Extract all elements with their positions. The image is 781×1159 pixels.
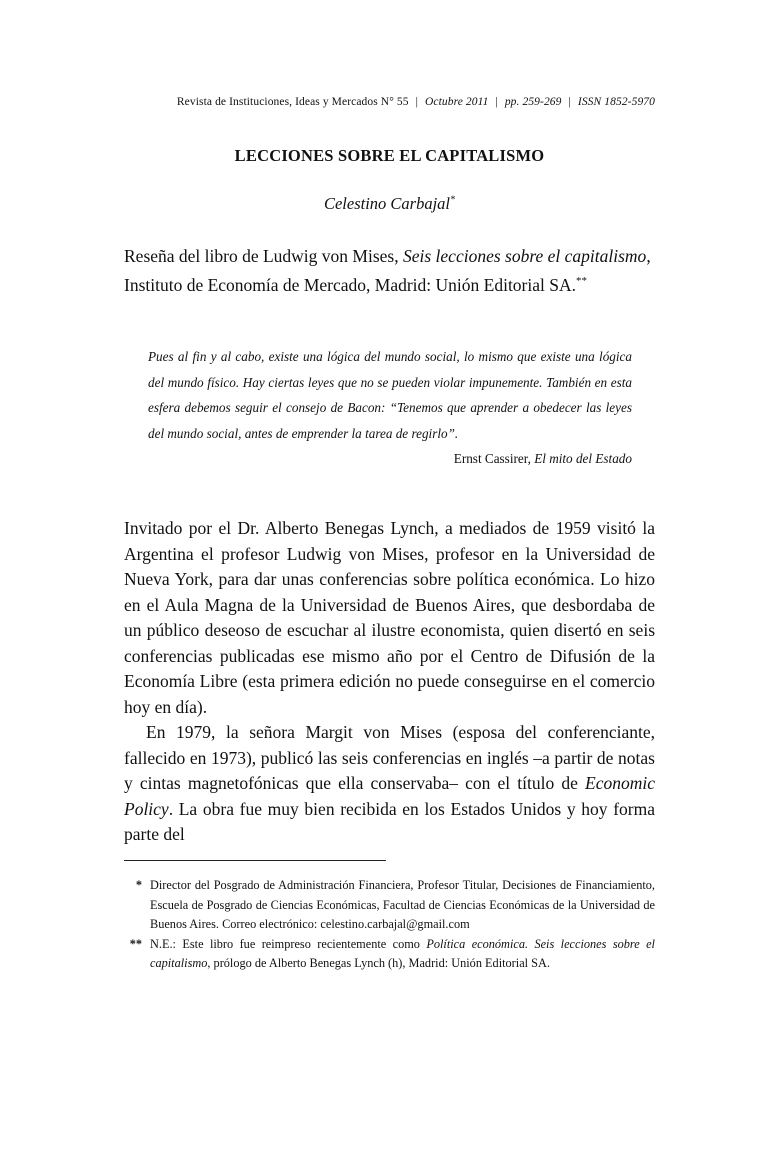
footnote-prefix: N.E.: Este libro fue reimpreso recientemente como	[150, 936, 427, 951]
body-text	[124, 516, 655, 848]
paragraph-2	[124, 720, 655, 848]
footnote-1	[124, 876, 655, 935]
footnote-mark: *	[135, 878, 142, 892]
footnote-suffix: , prólogo de Alberto Benegas Lynch (h), Madrid: Unión Editorial SA.	[207, 956, 550, 970]
review-suffix: , Instituto de Economía de Mercado, Madrid: Unión Editorial SA.	[124, 246, 651, 295]
author	[124, 194, 655, 214]
book-title: Seis lecciones sobre el capitalismo	[402, 246, 647, 266]
footnote-italic: Política económica. Seis lecciones sobre el capitalismo	[150, 936, 655, 970]
footnote-text: Director del Posgrado de Administración Financiera, Profesor Titular, Decisiones de Financiamiento, Escuela de Posgrado de Ciencias Económicas, Facultad de Ciencias Económicas de la Universidad de Buenos Aires. Correo electrónico: celestino.carbajal@gmail.com	[150, 878, 655, 931]
review-prefix: Reseña del libro de Ludwig von Mises,	[124, 246, 403, 266]
page-range: pp. 259-269	[504, 96, 562, 108]
running-head	[177, 96, 655, 108]
journal-name: Revista de Instituciones, Ideas y Mercados N° 55	[176, 96, 409, 108]
paragraph-2-italic: Economic Policy	[124, 773, 655, 819]
epigraph-source	[148, 446, 632, 472]
footnote-2	[124, 935, 655, 974]
author-name: Celestino Carbajal	[323, 194, 451, 213]
separator: |	[495, 96, 498, 108]
paragraph-2-start: En 1979, la señora Margit von Mises (esposa del conferenciante, fallecido en 1973), publicó las seis conferencias en inglés –a partir de notas y cintas magnetofónicas que ella conservaba– con el título de	[124, 722, 655, 793]
epigraph-work: El mito del Estado	[534, 451, 632, 466]
author-footnote-mark[interactable]: *	[450, 194, 456, 206]
epigraph-author: Ernst Cassirer,	[453, 451, 535, 466]
footnotes	[124, 876, 655, 974]
article-title: LECCIONES SOBRE EL CAPITALISMO	[234, 146, 545, 165]
paragraph-2-end: . La obra fue muy bien recibida en los Estados Unidos y hoy forma parte del	[124, 798, 655, 844]
issn: ISSN 1852-5970	[577, 96, 655, 108]
issue-date: Octubre 2011	[424, 96, 489, 108]
epigraph	[148, 344, 632, 472]
footnote-mark: **	[129, 936, 142, 951]
footnote-divider	[124, 860, 386, 861]
review-reference	[124, 244, 655, 298]
paragraph-1: Invitado por el Dr. Alberto Benegas Lynch, a mediados de 1959 visitó la Argentina el profesor Ludwig von Mises, profesor en la Universidad de Nueva York, para dar unas conferencias sobre política económica. Lo hizo en el Aula Magna de la Universidad de Buenos Aires, que desbordaba de un público deseoso de escuchar al ilustre economista, quien disertó en seis conferencias publicadas ese mismo año por el Centro de Difusión de la Economía Libre (esta primera edición no puede conseguirse en el comercio hoy en día).	[124, 518, 655, 717]
review-footnote-mark[interactable]: **	[576, 275, 587, 287]
separator: |	[415, 96, 418, 108]
epigraph-text: Pues al fin y al cabo, existe una lógica del mundo social, lo mismo que existe una lógica del mundo físico. Hay ciertas leyes que no se pueden violar impunemente. También en esta esfera debemos seguir el consejo de Bacon: “Tenemos que aprender a obedecer las leyes del mundo social, antes de emprender la tarea de regirlo”.	[148, 349, 632, 441]
separator: |	[568, 96, 571, 108]
